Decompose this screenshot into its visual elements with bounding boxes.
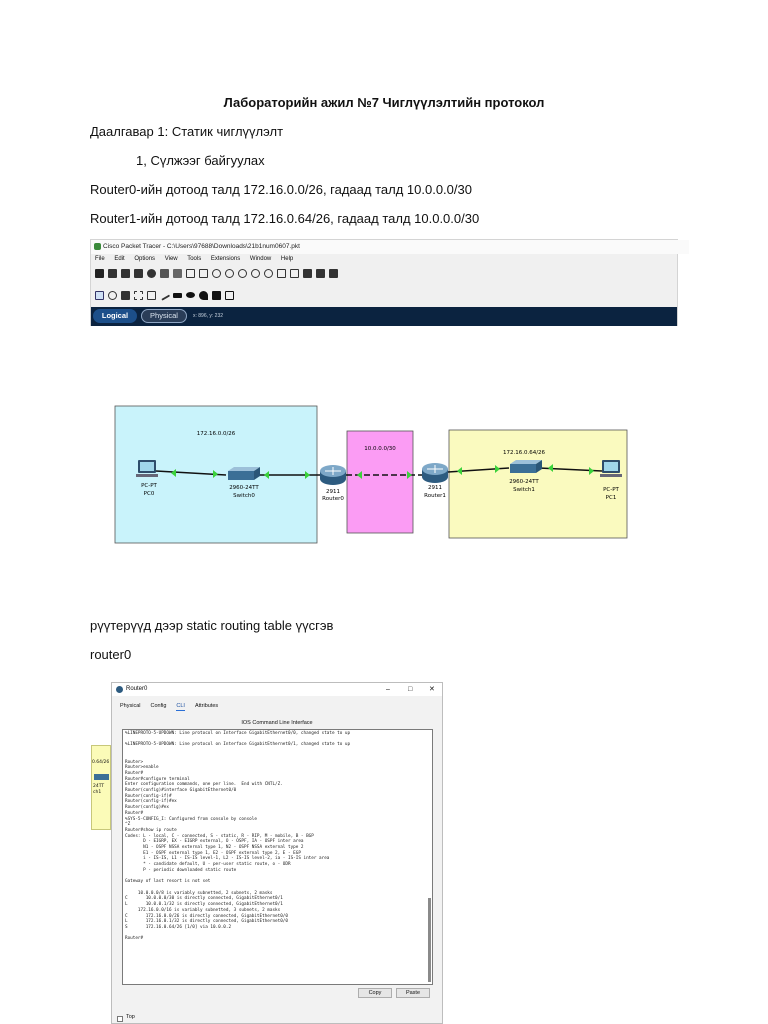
- pc1-icon[interactable]: [600, 460, 622, 477]
- switch0-icon[interactable]: [228, 467, 260, 480]
- undo-icon[interactable]: [212, 269, 221, 278]
- menu-file[interactable]: File: [95, 256, 105, 262]
- menu-extensions[interactable]: Extensions: [210, 256, 241, 262]
- peek-label-2: 24TT: [93, 784, 105, 789]
- paste-button[interactable]: Paste: [396, 988, 430, 998]
- zoom-reset-icon[interactable]: [251, 269, 260, 278]
- resize-icon[interactable]: [134, 291, 143, 300]
- packet-tracer-app-icon: [94, 243, 101, 250]
- complex-pdu-icon[interactable]: [225, 291, 234, 300]
- workspace-nav-bar: [91, 307, 677, 326]
- switch1-model-label: 2960-24TT: [509, 479, 539, 485]
- cli-heading: IOS Command Line Interface: [241, 720, 313, 726]
- cli-window-titlebar: [112, 683, 442, 696]
- rectangle-icon[interactable]: [173, 293, 182, 298]
- tab-physical[interactable]: Physical: [141, 309, 187, 323]
- open-icon[interactable]: [108, 269, 117, 278]
- peek-label-1: 0.64/26: [92, 760, 110, 765]
- tab-cli[interactable]: CLI: [176, 703, 185, 709]
- packet-tracer-screenshot: [90, 239, 678, 326]
- router0-address-line: Router0-ийн дотоод талд 172.16.0.0/26, гадаад талд 10.0.0.0/30: [90, 182, 472, 197]
- menu-edit[interactable]: Edit: [114, 256, 125, 262]
- add-pdu-icon[interactable]: [212, 291, 221, 300]
- menu-window[interactable]: Window: [249, 256, 272, 262]
- menu-view[interactable]: View: [164, 256, 178, 262]
- zone-middle-label: 10.0.0.0/30: [364, 446, 396, 452]
- terminal-scrollbar[interactable]: [428, 898, 431, 982]
- viewport-icon[interactable]: [316, 269, 325, 278]
- peek-switch-icon: [94, 774, 109, 780]
- router1-name-label: Router1: [424, 493, 446, 499]
- copy-button[interactable]: Copy: [358, 988, 392, 998]
- zoom-in-icon[interactable]: [238, 269, 247, 278]
- document-title: Лабораторийн ажил №7 Чиглүүлэлтийн протокол: [223, 95, 545, 110]
- switch1-icon[interactable]: [510, 460, 542, 473]
- close-button[interactable]: ✕: [429, 686, 435, 693]
- cli-window-title: Router0: [126, 686, 148, 692]
- router0-cli-window: [111, 682, 443, 1024]
- new-icon[interactable]: [95, 269, 104, 278]
- menu-help[interactable]: Help: [280, 256, 294, 262]
- peek-label-3: ch1: [93, 790, 102, 795]
- switch1-name-label: Switch1: [513, 487, 535, 493]
- redo-icon[interactable]: [225, 269, 234, 278]
- pc1-name-label: PC1: [605, 495, 617, 501]
- router1-address-line: Router1-ийн дотоод талд 172.16.0.64/26, гадаад талд 10.0.0.0/30: [90, 211, 480, 226]
- cli-window-tabs: [120, 703, 218, 711]
- copy-icon[interactable]: [186, 269, 195, 278]
- info-icon[interactable]: [147, 269, 156, 278]
- router1-model-label: 2911: [428, 485, 442, 491]
- tab-config[interactable]: Config: [150, 703, 167, 709]
- select-icon[interactable]: [95, 291, 104, 300]
- pc0-model-label: PC-PT: [141, 483, 157, 489]
- main-toolbar: [95, 266, 338, 280]
- top-checkbox-label: Top: [126, 1014, 135, 1020]
- tab-attributes[interactable]: Attributes: [194, 703, 219, 709]
- packet-tracer-title: Cisco Packet Tracer - C:\Users\97688\Downloads\21b1num0607.pkt: [91, 240, 689, 254]
- routing-table-line: рүүтерүүд дээр static routing table үүсгэв: [90, 618, 334, 633]
- background-topology-peek: [91, 745, 111, 830]
- cursor-coordinates: x: 896, y: 232: [193, 313, 224, 319]
- delete-icon[interactable]: [121, 291, 130, 300]
- pc0-name-label: PC0: [143, 491, 155, 497]
- menu-options[interactable]: Options: [134, 256, 156, 262]
- switch0-model-label: 2960-24TT: [229, 485, 259, 491]
- line-icon[interactable]: [159, 290, 170, 301]
- paste-icon[interactable]: [199, 269, 208, 278]
- custom-device-icon[interactable]: [290, 269, 299, 278]
- activity-icon[interactable]: [173, 269, 182, 278]
- palette-icon[interactable]: [277, 269, 286, 278]
- router0-icon[interactable]: [320, 465, 346, 485]
- step-heading: 1, Сүлжээг байгуулах: [136, 153, 265, 168]
- maximize-button[interactable]: □: [408, 686, 413, 693]
- freeform-icon[interactable]: [199, 291, 208, 300]
- cli-terminal-output: %LINEPROTO-5-UPDOWN: Line protocol on Interface GigabitEthernet0/0, changed state to up %LINEPROTO-5-UPDOWN: Line protocol on Interface GigabitEthernet0/1, changed state to up Router> Router>enable Router# Router#configure terminal Enter configuration commands, one per line. End with CNTL/Z. Router(config)#interface GigabitEthernet0/0 Router(config-if)# Router(config-if)#ex Router(config)#ex Router# %SYS-5-CONFIG_I: Configured from console by console ^Z Router#show ip route Codes: L - local, C - connected, S - static, R - RIP, M - mobile, B - BGP D - EIGRP, EX - EIGRP external, O - OSPF, IA - OSPF inter area N1 - OSPF NSSA external type 1, N2 - OSPF NSSA external type 2 E1 - OSPF external type 1, E2 - OSPF external type 2, E - EGP i - IS-IS, L1 - IS-IS level-1, L2 - IS-IS level-2, ia - IS-IS inter area * - candidate default, U - per-user static route, o - ODR P - periodic downloaded static route Gateway of last resort is not set 10.0.0.0/8 is variably subnetted, 2 subnets, 2 masks C 10.0.0.0/30 is directly connected, GigabitEthernet0/1 L 10.0.0.1/32 is directly connected, GigabitEthernet0/1 172.16.0.0/16 is variably subnetted, 3 subnets, 2 masks C 172.16.0.0/26 is directly connected, GigabitEthernet0/0 L 172.16.0.1/32 is directly connected, GigabitEthernet0/0 S 172.16.0.64/26 [1/0] via 10.0.0.2 Router#: [125, 731, 351, 942]
- zoom-out-icon[interactable]: [264, 269, 273, 278]
- minimize-button[interactable]: –: [386, 686, 390, 693]
- pc1-model-label: PC-PT: [603, 487, 619, 493]
- router0-label: router0: [90, 647, 132, 662]
- menu-tools[interactable]: Tools: [187, 256, 202, 262]
- image-icon[interactable]: [329, 269, 338, 278]
- inspect-icon[interactable]: [108, 291, 117, 300]
- wizard-icon[interactable]: [160, 269, 169, 278]
- notes-icon[interactable]: [303, 269, 312, 278]
- ellipse-icon[interactable]: [186, 292, 195, 298]
- task-heading: Даалгавар 1: Статик чиглүүлэлт: [90, 124, 284, 139]
- cli-terminal[interactable]: [122, 729, 433, 985]
- tab-logical[interactable]: Logical: [93, 309, 137, 323]
- packet-tracer-menu: [91, 254, 681, 265]
- zone-right-label: 172.16.0.64/26: [502, 450, 546, 456]
- network-topology: [114, 405, 629, 545]
- zone-left-label: 172.16.0.0/26: [196, 431, 236, 437]
- save-icon[interactable]: [121, 269, 130, 278]
- print-icon[interactable]: [134, 269, 143, 278]
- switch0-name-label: Switch0: [233, 493, 255, 499]
- router1-icon[interactable]: [422, 463, 448, 483]
- top-checkbox[interactable]: [117, 1016, 123, 1022]
- router0-name-label: Router0: [322, 496, 344, 502]
- note-icon[interactable]: [147, 291, 156, 300]
- pc0-icon[interactable]: [136, 460, 158, 477]
- drawing-toolbar: [95, 288, 234, 302]
- router-app-icon: [116, 686, 123, 693]
- router0-model-label: 2911: [326, 489, 340, 495]
- tab-physical-config[interactable]: Physical: [120, 703, 141, 709]
